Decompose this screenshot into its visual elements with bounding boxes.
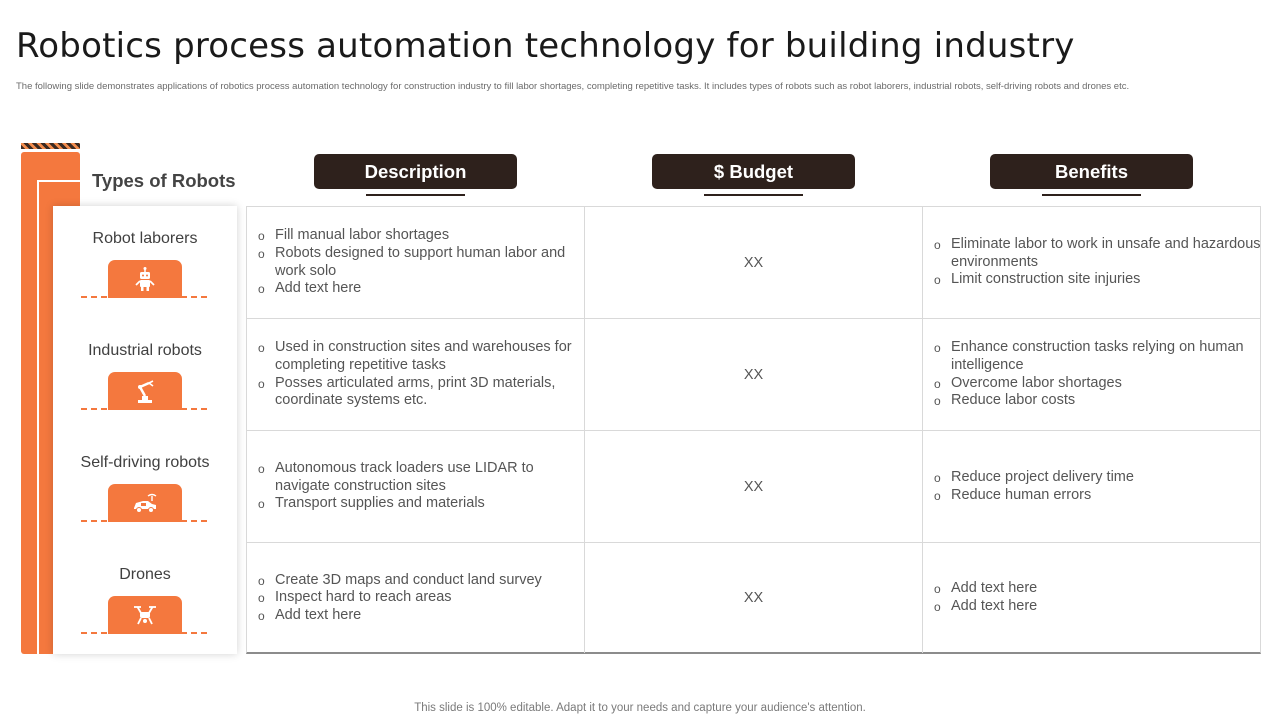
robotic-arm-icon [108,372,182,410]
robot-type-robot-laborers [53,206,237,318]
list-item: o Add text here [247,280,584,298]
list-item: o Inspect hard to reach areas [247,589,542,607]
header-budget: $ Budget [652,154,855,189]
self-driving-car-icon [108,484,182,522]
list-item: o Add text here [923,580,1037,598]
robots-table [246,206,1261,654]
header-underline [1042,194,1141,196]
page-title: Robotics process automation technology for building industry [16,26,1075,66]
benefits-list [923,469,1134,504]
header-description: Description [314,154,517,189]
description-cell [247,431,585,543]
list-item: o Fill manual labor shortages [247,227,584,245]
budget-cell [585,431,923,543]
robot-type-drones [53,542,237,654]
list-item: o Autonomous track loaders use LIDAR to navigate construction sites [247,460,584,495]
benefits-list [923,580,1037,615]
robot-type-label: Drones [119,566,171,583]
description-cell [247,207,585,319]
description-cell [247,319,585,431]
types-title: Types of Robots [92,170,236,191]
list-item: o Add text here [923,598,1037,616]
header-benefits: Benefits [990,154,1193,189]
benefits-cell [923,431,1261,543]
list-item: o Overcome labor shortages [923,375,1261,393]
description-list [247,227,584,297]
list-item: o Limit construction site injuries [923,271,1261,289]
drone-icon [108,596,182,634]
robot-type-label: Robot laborers [92,230,198,247]
robot-type-industrial-robots [53,318,237,430]
list-item: o Reduce project delivery time [923,469,1134,487]
hatch-stripe [21,143,80,149]
description-cell [247,543,585,653]
page-subtitle: The following slide demonstrates applications of robotics process automation technology for construction industry to fill labor shortages, completing repetitive tasks. It includes types of robots such as robot laborers, industrial robots, self-driving robots and drones etc. [16,81,1130,92]
header-underline [366,194,465,196]
robot-type-label: Self-driving robots [80,454,210,471]
description-list [247,460,584,513]
list-item: o Reduce human errors [923,487,1134,505]
description-list [247,339,584,409]
budget-value: XX [743,254,764,271]
benefits-list [923,236,1261,289]
robot-type-self-driving-robots [53,430,237,542]
list-item: o Robots designed to support human labor and work solo [247,245,584,280]
list-item: o Add text here [247,607,542,625]
description-list [247,572,542,625]
benefits-cell [923,207,1261,319]
list-item: o Eliminate labor to work in unsafe and hazardous environments [923,236,1261,271]
footer-note: This slide is 100% editable. Adapt it to your needs and capture your audience's attention. [414,702,866,714]
list-item: o Posses articulated arms, print 3D materials, coordinate systems etc. [247,375,584,410]
list-item: o Enhance construction tasks relying on human intelligence [923,339,1261,374]
budget-cell [585,319,923,431]
benefits-cell [923,319,1261,431]
budget-value: XX [743,366,764,383]
list-item: o Reduce labor costs [923,392,1261,410]
header-underline [704,194,803,196]
robot-icon [108,260,182,298]
budget-value: XX [743,478,764,495]
budget-cell [585,543,923,653]
list-item: o Used in construction sites and warehouses for completing repetitive tasks [247,339,584,374]
budget-cell [585,207,923,319]
benefits-list [923,339,1261,409]
robot-type-label: Industrial robots [88,342,202,359]
budget-value: XX [743,590,764,606]
list-item: o Create 3D maps and conduct land survey [247,572,542,590]
benefits-cell [923,543,1261,653]
list-item: o Transport supplies and materials [247,495,584,513]
